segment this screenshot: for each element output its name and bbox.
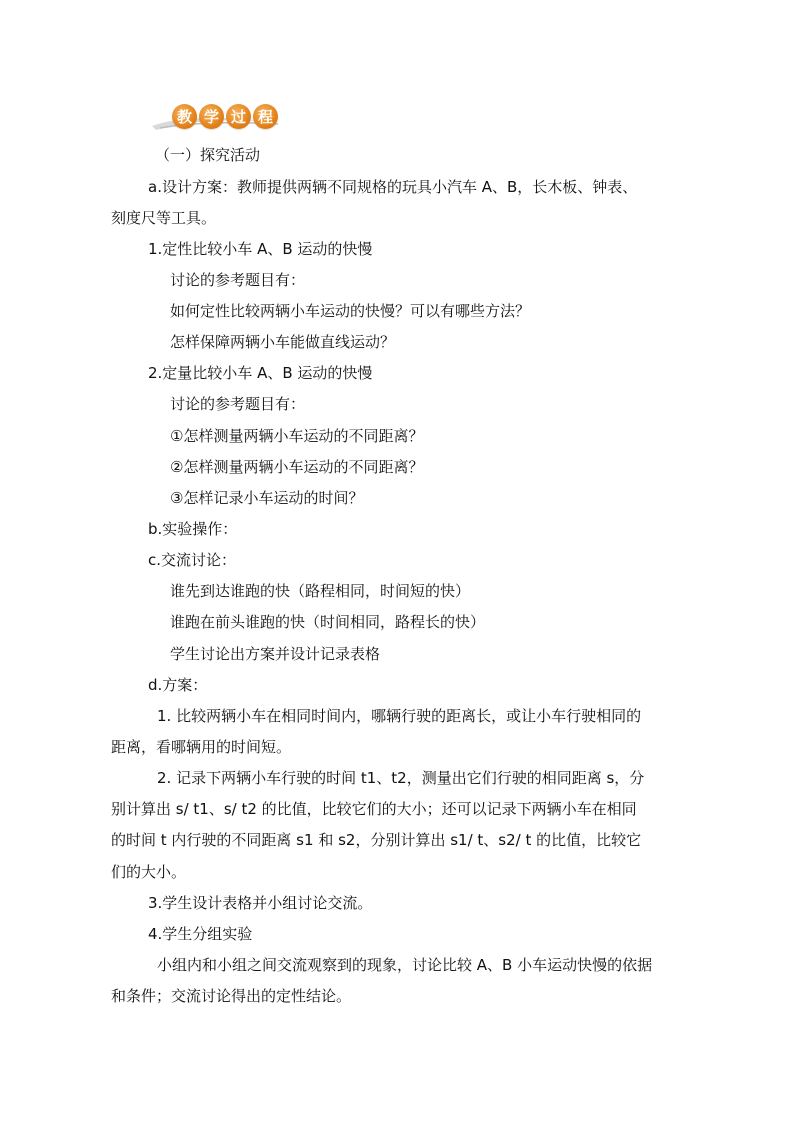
badge-char: 教 [172, 104, 197, 129]
text-line: c.交流讨论： [148, 551, 237, 569]
text-line: 讨论的参考题目有： [170, 395, 306, 413]
text-line: 3.学生设计表格并小组讨论交流。 [148, 894, 373, 912]
text-line: 谁跑在前头谁跑的快（时间相同，路程长的快） [170, 613, 486, 631]
text-line: 们的大小。 [111, 863, 187, 881]
badge-char: 学 [199, 104, 224, 129]
section-header-badge [150, 100, 290, 134]
badge-char: 程 [253, 104, 278, 129]
text-line: a.设计方案：教师提供两辆不同规格的玩具小汽车 A、B，长木板、钟表、 [148, 178, 638, 196]
text-line: 4.学生分组实验 [148, 925, 253, 943]
text-line: 小组内和小组之间交流观察到的现象，讨论比较 A、B 小车运动快慢的依据 [157, 956, 653, 974]
text-line: 刻度尺等工具。 [111, 209, 217, 227]
text-line: 怎样保障两辆小车能做直线运动？ [170, 333, 396, 351]
text-line: 1.定性比较小车 A、B 运动的快慢 [148, 240, 373, 258]
text-line: 的时间 t 内行驶的不同距离 s1 和 s2，分别计算出 s1/ t、s2/ t 的比值，比较它 [111, 831, 642, 849]
text-line: d.方案： [148, 676, 208, 694]
text-line: b.实验操作： [148, 520, 238, 538]
text-line: 讨论的参考题目有： [170, 271, 306, 289]
text-line: 学生讨论出方案并设计记录表格 [170, 645, 381, 663]
section-heading: （一）探究活动 [155, 146, 261, 164]
text-line: 别计算出 s/ t1、s/ t2 的比值，比较它们的大小；还可以记录下两辆小车在相同 [111, 800, 637, 818]
text-line: 2.定量比较小车 A、B 运动的快慢 [148, 364, 373, 382]
text-line: 谁先到达谁跑的快（路程相同，时间短的快） [170, 582, 471, 600]
text-line: 如何定性比较两辆小车运动的快慢？可以有哪些方法？ [170, 302, 531, 320]
text-line: ②怎样测量两辆小车运动的不同距离？ [170, 458, 424, 476]
badge-char: 过 [226, 104, 251, 129]
text-line: 2. 记录下两辆小车行驶的时间 t1、t2，测量出它们行驶的相同距离 s，分 [157, 769, 645, 787]
text-line: ①怎样测量两辆小车运动的不同距离？ [170, 427, 424, 445]
text-line: 1. 比较两辆小车在相同时间内，哪辆行驶的距离长，或让小车行驶相同的 [157, 707, 642, 725]
text-line: ③怎样记录小车运动的时间？ [170, 489, 364, 507]
text-line: 距离，看哪辆用的时间短。 [111, 738, 292, 756]
text-line: 和条件；交流讨论得出的定性结论。 [111, 987, 352, 1005]
